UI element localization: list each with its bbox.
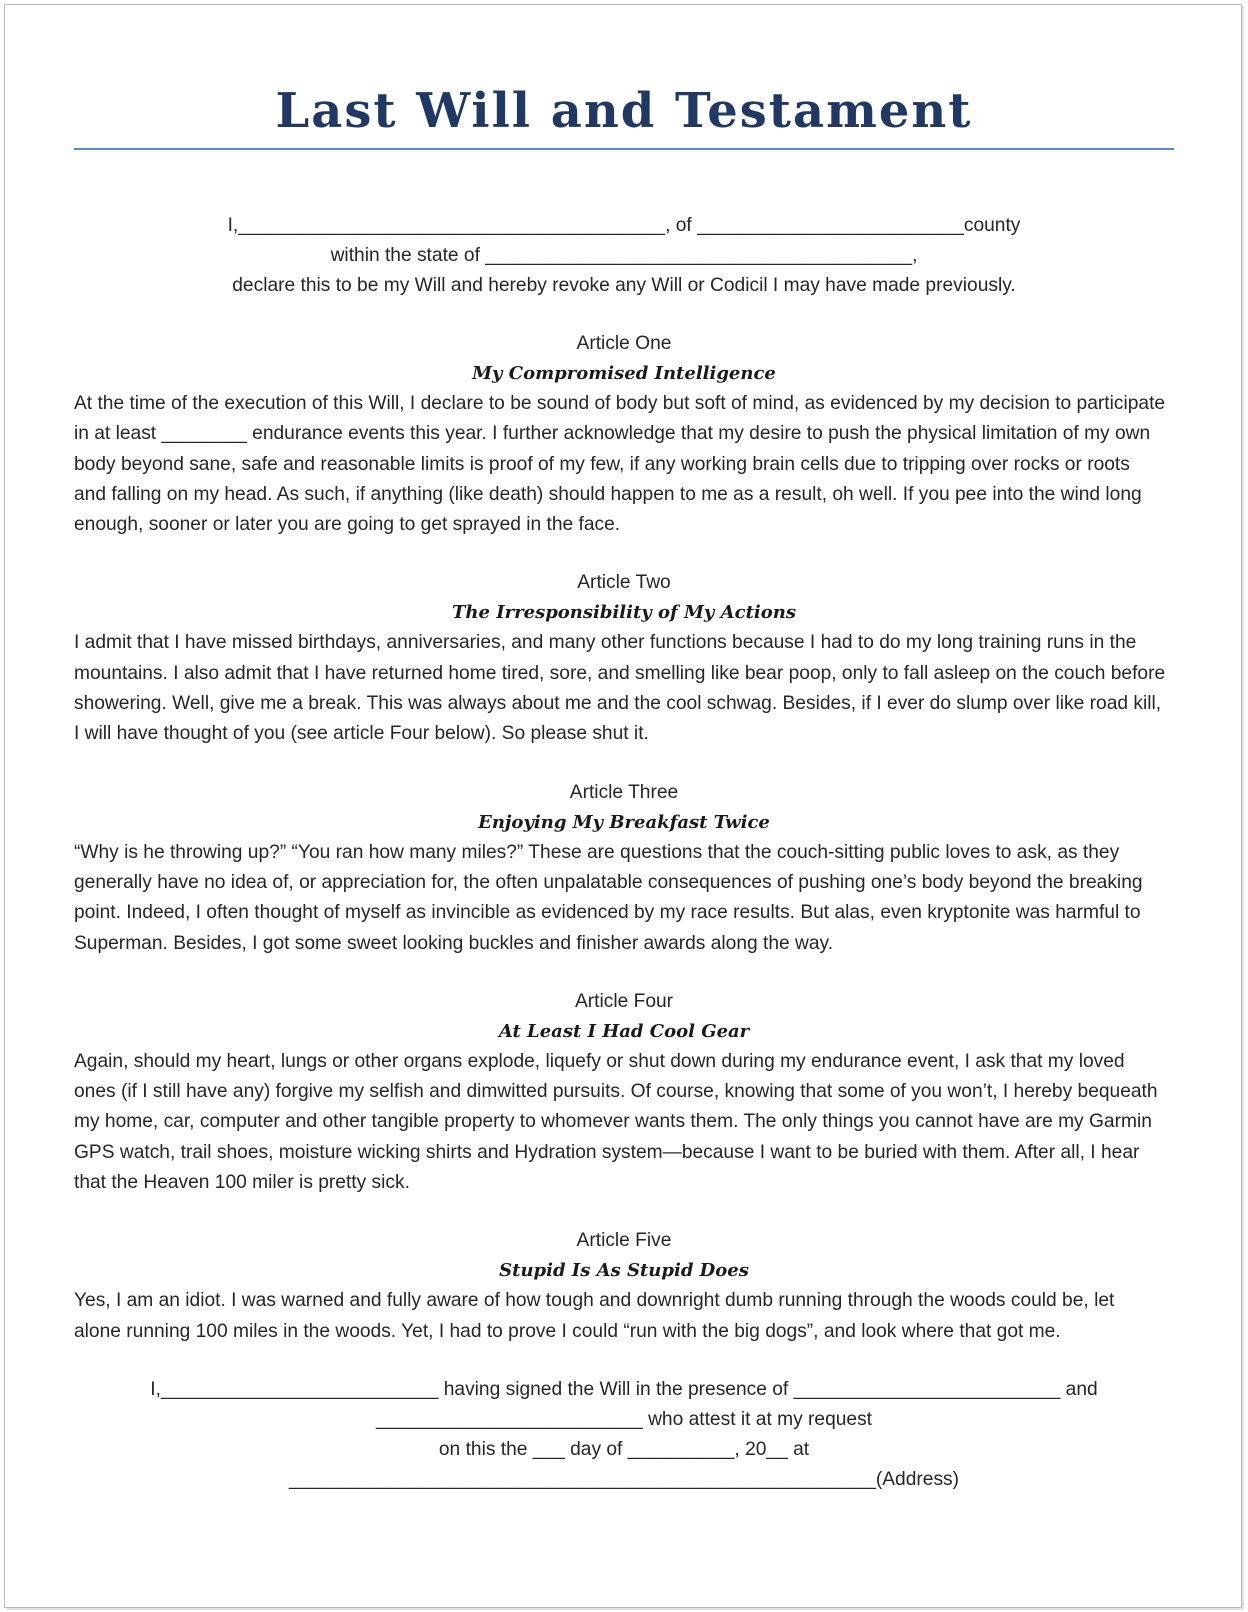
article-subtitle: At Least I Had Cool Gear [498,1020,750,1042]
article-three [74,778,1174,959]
intro-declaration [74,211,1174,301]
article-subtitle: The Irresponsibility of My Actions [452,602,796,624]
document-page [74,80,1174,1495]
title-divider [74,148,1174,150]
closing-line-date: on this the ___ day of __________, 20__ at [438,1438,810,1460]
article-two [74,568,1174,749]
article-heading: Article Four [574,990,674,1012]
article-body: “Why is he throwing up?” “You ran how many miles?” These are questions that the couch-sitting public loves to ask, as they generally have no idea of, or appreciation for, the often unpalatable consequences of pushing one’s body beyond the breaking point. Indeed, I often thought of myself as invincible as evidenced by my race results. But alas, even kryptonite was harmful to Superman. Besides, I got some sweet looking buckles and finisher awards along the way. [74,841,1143,954]
article-heading: Article Five [576,1230,672,1252]
closing-line-address: _______________________________________________________(Address) [288,1468,960,1490]
closing-line-witness: _________________________ who attest it at my request [375,1408,873,1430]
article-body: At the time of the execution of this Will, I declare to be sound of body but soft of mind, as evidenced by my decision to participate in at least ________ endurance events this year. I further acknowledge that my desire to push the physical limitation of my own body beyond sane, safe and reasonable limits is proof of my few, if any working brain cells due to tripping over rocks or roots and falling on my head. As such, if anything (like death) should happen to me as a result, oh well. If you pee into the wind long enough, sooner or later you are going to get sprayed in the face. [74,393,1166,536]
article-body: Again, should my heart, lungs or other organs explode, liquefy or shut down during my endurance event, I ask that my loved ones (if I still have any) forgive my selfish and dimwitted pursuits. Of course, knowing that some of you won’t, I hereby bequeath my home, car, computer and other tangible property to whomever wants them. The only things you cannot have are my Garmin GPS watch, trail shoes, moisture wicking shirts and Hydration system—because I want to be buried with them. After all, I hear that the Heaven 100 miler is pretty sick. [74,1050,1158,1194]
closing-attestation [74,1375,1174,1495]
article-subtitle: Enjoying My Breakfast Twice [478,811,770,833]
intro-line-name: I,________________________________________, of _________________________county [227,215,1021,236]
article-body: I admit that I have missed birthdays, anniversaries, and many other functions because I had to do my long training runs in the mountains. I also admit that I have returned home tired, sore, and smelling like bear poop, only to fall asleep on the couch before showering. Well, give me a break. This was always about me and the cool schwag. Besides, if I ever do slump over like road kill, I will have thought of you (see article Four below). So please shut it. [74,632,1166,745]
closing-line-signed: I,__________________________ having signed the Will in the presence of _________________________ and [150,1378,1098,1400]
article-subtitle: Stupid Is As Stupid Does [499,1260,749,1282]
intro-line-state: within the state of ________________________________________, [330,245,918,266]
article-one [74,329,1174,540]
document-title: Last Will and Testament [275,83,973,139]
article-heading: Article Two [577,572,671,594]
article-heading: Article One [576,333,672,354]
intro-line-declare: declare this to be my Will and hereby revoke any Will or Codicil I may have made previously. [232,275,1016,296]
article-five [74,1226,1174,1347]
article-subtitle: My Compromised Intelligence [472,363,776,384]
article-four [74,987,1174,1198]
article-heading: Article Three [569,781,679,803]
article-body: Yes, I am an idiot. I was warned and fully aware of how tough and downright dumb running through the woods could be, let alone running 100 miles in the woods. Yet, I had to prove I could “run with the big dogs”, and look where that got me. [74,1290,1115,1342]
